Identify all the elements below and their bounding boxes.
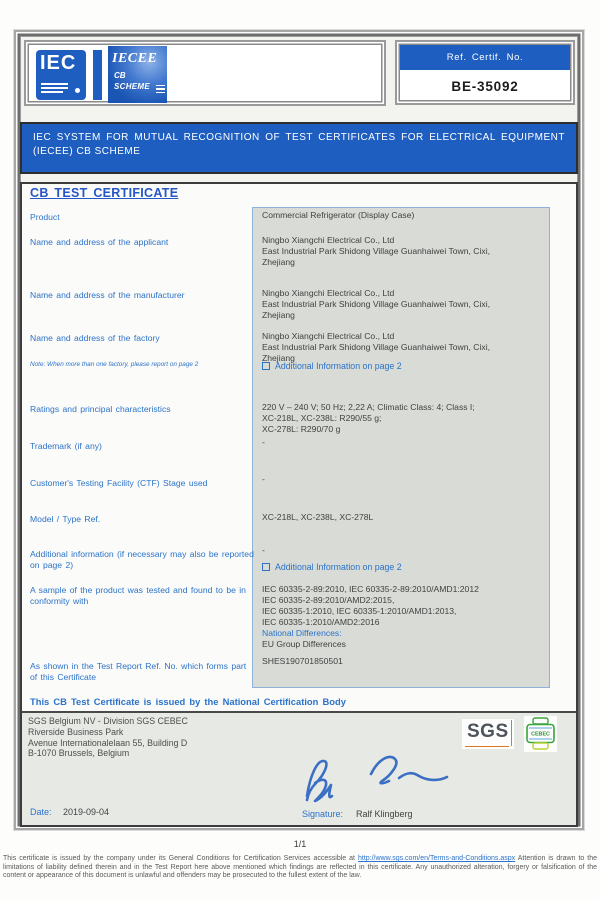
field-label-trademark: Trademark (if any) — [30, 441, 102, 451]
field-label-model: Model / Type Ref. — [30, 514, 101, 524]
factory-note: Note: When more than one factory, please report on page 2 — [30, 361, 199, 368]
cebec-logo — [524, 716, 557, 752]
field-value-product — [262, 210, 547, 221]
footer-legal-text — [3, 855, 597, 881]
value-line: - — [262, 437, 265, 447]
iec-logo-dot — [75, 88, 80, 93]
field-label-ratings: Ratings and principal characteristics — [30, 404, 171, 414]
signature-scribble — [293, 750, 453, 817]
ref-certif-box — [395, 40, 575, 105]
scheme-banner: IEC SYSTEM FOR MUTUAL RECOGNITION OF TEST CERTIFICATES FOR ELECTRICAL EQUIPMENT (IECEE) CB SCHEME — [20, 122, 578, 174]
iecee-cb-scheme-logo — [108, 46, 167, 103]
field-value-trademark — [262, 437, 547, 448]
value-line: 220 V – 240 V; 50 Hz; 2,22 A; Climatic Class: 4; Class I; — [262, 402, 475, 412]
value-line: XC-278L: R290/70 g — [262, 424, 341, 434]
value-line: IEC 60335-1:2010/AMD2:2016 — [262, 617, 380, 627]
value-line: Ningbo Xiangchi Electrical Co., Ltd — [262, 331, 395, 341]
national-differences-value: EU Group Differences — [262, 639, 346, 649]
signature-label: Signature: — [302, 809, 344, 819]
value-line: SHES190701850501 — [262, 656, 343, 666]
terms-link[interactable]: http://www.sgs.com/en/Terms-and-Conditions.aspx — [357, 855, 516, 862]
field-value-ctf — [262, 474, 547, 485]
iec-logo-text: IEC — [40, 52, 77, 74]
sgs-logo-accent — [511, 720, 513, 746]
value-line: Commercial Refrigerator (Display Case) — [262, 210, 415, 220]
field-label-applicant: Name and address of the applicant — [30, 237, 169, 247]
additional-info-row — [262, 562, 402, 572]
value-line: Zhejiang — [262, 310, 295, 320]
iec-logo-line — [41, 83, 68, 85]
value-line: XC-218L, XC-238L, XC-278L — [262, 512, 374, 522]
field-value-ratings — [262, 402, 547, 435]
field-value-test-report — [262, 656, 547, 667]
ref-certif-value: BE-35092 — [451, 79, 519, 94]
logo-divider-stripe — [93, 50, 102, 100]
field-value-standards — [262, 584, 547, 650]
page-number: 1/1 — [293, 839, 307, 849]
date-label: Date: — [30, 807, 52, 817]
value-line: East Industrial Park Shidong Village Guanhaiwei Town, Cixi, — [262, 299, 491, 309]
iec-logo-line — [41, 87, 68, 89]
iecee-logo-lines — [156, 85, 165, 96]
cebec-logo-text: CEBEC — [531, 731, 550, 738]
logo-box — [24, 40, 386, 106]
field-label-additional-info: Additional information (if necessary may also be reported on page 2) — [30, 549, 254, 570]
iecee-logo-scheme: SCHEME — [114, 82, 151, 91]
ncb-address — [28, 716, 188, 759]
footer-text-after: Attention is drawn to the limitations of liability defined therein and in the Test Report here above mentioned which findings are reflected in this certificate. Any unauthorized alteration, forgery or falsification of the content or appearance of this document is unlawful and offenders may be prosecuted to the fullest extent of the law. — [3, 855, 597, 880]
value-line: IEC 60335-2-89:2010/AMD2:2015, — [262, 595, 395, 605]
date-value: 2019-09-04 — [63, 807, 110, 817]
iec-logo-line — [41, 91, 63, 93]
address-line: Avenue Internationalelaan 55, Building D — [28, 737, 188, 748]
value-line: Zhejiang — [262, 257, 295, 267]
field-label-product: Product — [30, 212, 60, 222]
iecee-logo-title: IECEE — [112, 51, 158, 66]
field-value-manufacturer — [262, 288, 547, 321]
value-line: IEC 60335-2-89:2010, IEC 60335-2-89:2010/AMD1:2012 — [262, 584, 479, 594]
field-label-manufacturer: Name and address of the manufacturer — [30, 290, 185, 300]
field-label-factory: Name and address of the factory — [30, 333, 160, 343]
ref-certif-label: Ref. Certif. No. — [400, 45, 570, 70]
field-value-applicant — [262, 235, 547, 268]
value-line: Ningbo Xiangchi Electrical Co., Ltd — [262, 288, 395, 298]
checkbox-label: Additional Information on page 2 — [275, 361, 402, 371]
sgs-logo — [462, 719, 514, 749]
value-line: XC-218L, XC-238L: R290/55 g; — [262, 413, 382, 423]
field-value-model — [262, 512, 547, 523]
certificate-title: CB TEST CERTIFICATE — [30, 186, 179, 200]
field-value-factory — [262, 331, 547, 364]
checkbox-label: Additional Information on page 2 — [275, 562, 402, 572]
footer-text-before: This certificate is issued by the company under its General Conditions for Certification Services accessible at — [3, 855, 358, 862]
national-differences-label: National Differences: — [262, 628, 342, 638]
address-line: B-1070 Brussels, Belgium — [28, 748, 130, 759]
value-line: IEC 60335-1:2010, IEC 60335-1:2010/AMD1:2013, — [262, 606, 457, 616]
field-label-ctf: Customer's Testing Facility (CTF) Stage used — [30, 478, 208, 488]
value-line: - — [262, 474, 265, 484]
iecee-logo-cb: CB — [114, 71, 126, 80]
address-line: SGS Belgium NV - Division SGS CEBEC — [28, 716, 188, 726]
value-line: Zhejiang — [262, 353, 295, 363]
field-value-additional-info — [262, 545, 547, 556]
ncb-statement: This CB Test Certificate is issued by the National Certification Body — [30, 696, 346, 707]
field-label-standards: A sample of the product was tested and found to be in conformity with — [30, 585, 246, 606]
value-line: - — [262, 545, 265, 555]
field-label-test-report: As shown in the Test Report Ref. No. which forms part of this Certificate — [30, 661, 247, 682]
value-line: East Industrial Park Shidong Village Guanhaiwei Town, Cixi, — [262, 342, 491, 352]
value-line: East Industrial Park Shidong Village Guanhaiwei Town, Cixi, — [262, 246, 491, 256]
sgs-logo-text: SGS — [467, 721, 509, 742]
value-line: Ningbo Xiangchi Electrical Co., Ltd — [262, 235, 395, 245]
iec-logo — [36, 50, 86, 100]
checkbox-icon[interactable] — [262, 563, 270, 571]
factory-additional-info-row — [262, 361, 402, 371]
sgs-logo-accent — [465, 746, 509, 748]
signature-value: Ralf Klingberg — [356, 809, 413, 819]
address-line: Riverside Business Park — [28, 726, 124, 737]
